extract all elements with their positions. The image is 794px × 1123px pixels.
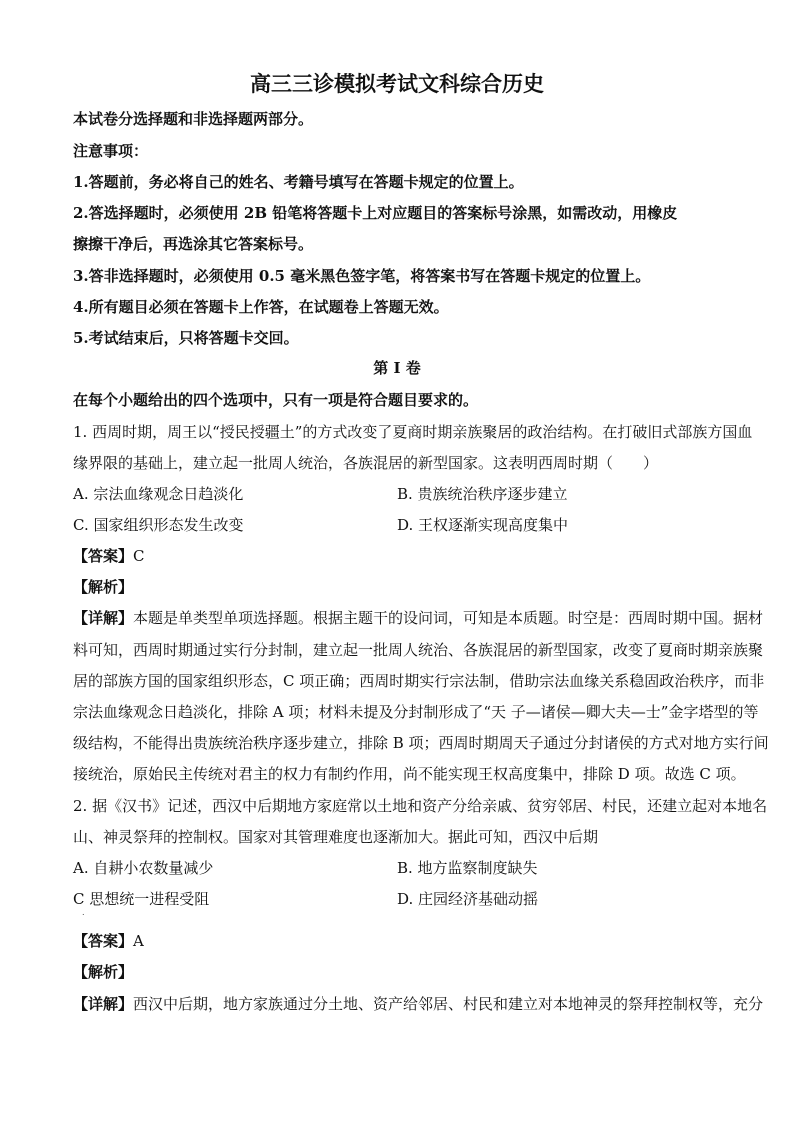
section-title: 第 I 卷	[373, 359, 421, 377]
note-3: 3.答非选择题时，必须使用 0.5 毫米黑色签字笔，将答案书写在答题卡规定的位置上。	[73, 267, 651, 285]
q2-detail-line-1	[73, 993, 763, 1015]
q2-detail-text-1: 西汉中后期，地方家族通过分土地、资产给邻居、村民和建立对本地神灵的祭拜控制权等，充分	[133, 995, 764, 1013]
q1-option-d: D. 王权逐渐实现高度集中	[397, 516, 569, 534]
q2-stem-line-2: 山、神灵祭拜的控制权。国家对其管理难度也逐渐加大。据此可知，西汉中后期	[73, 828, 599, 846]
notes-heading: 注意事项：	[73, 142, 149, 160]
q1-option-a: A. 宗法血缘观念日趋淡化	[73, 485, 244, 503]
section-instruction: 在每个小题给出的四个选项中，只有一项是符合题目要求的。	[73, 391, 479, 409]
note-1: 1.答题前，务必将自己的姓名、考籍号填写在答题卡规定的位置上。	[73, 173, 524, 191]
intro-text: 本试卷分选择题和非选择题两部分。	[73, 110, 314, 128]
q1-detail-text-1: 本题是单类型单项选择题。根据主题干的设问词，可知是本质题。时空是：西周时期中国。据材	[133, 609, 764, 627]
q1-answer	[73, 545, 145, 567]
answer-label: 【答案】	[73, 932, 134, 950]
page-title: 高三三诊模拟考试文科综合历史	[250, 71, 544, 96]
q1-stem-line-2: 缘界限的基础上，建立起一批周人统治，各族混居的新型国家。这表明西周时期（ ）	[73, 454, 659, 472]
note-5: 5.考试结束后，只将答题卡交回。	[73, 329, 299, 347]
q2-stem-line-1: 2. 据《汉书》记述，西汉中后期地方家庭常以土地和资产分给亲戚、贫穷邻居、村民，还建立起对本地名	[73, 797, 768, 815]
stray-dot: .	[82, 908, 85, 917]
q1-option-b: B. 贵族统治秩序逐步建立	[397, 485, 568, 503]
q2-analysis-label: 【解析】	[73, 963, 134, 981]
q1-detail-line-6: 接统治，原始民主传统对君主的权力有制约作用，尚不能实现王权高度集中，排除 D 项。故选 C 项。	[73, 765, 746, 783]
q2-option-c: C 思想统一进程受阻	[73, 890, 210, 908]
q1-stem-line-1: 1. 西周时期，周王以“授民授疆土”的方式改变了夏商时期亲族聚居的政治结构。在打破旧式部族方国血	[73, 423, 753, 441]
q1-detail-line-3: 居的部族方国的国家组织形态，C 项正确；西周时期实行宗法制，借助宗法血缘关系稳固政治秩序，而非	[73, 672, 765, 690]
q2-answer-value: A	[133, 932, 144, 950]
note-4: 4.所有题目必须在答题卡上作答，在试题卷上答题无效。	[73, 298, 449, 316]
note-2: 2.答选择题时，必须使用 2B 铅笔将答题卡上对应题目的答案标号涂黑，如需改动，用橡皮	[73, 204, 678, 222]
note-2-cont: 擦擦干净后，再选涂其它答案标号。	[73, 235, 314, 253]
q1-option-c: C. 国家组织形态发生改变	[73, 516, 244, 534]
answer-label: 【答案】	[73, 547, 134, 565]
q1-detail-line-5: 级结构，不能得出贵族统治秩序逐步建立，排除 B 项；西周时期周天子通过分封诸侯的方式对地方实行间	[73, 734, 769, 752]
q1-detail-line-2: 料可知，西周时期通过实行分封制，建立起一批周人统治、各族混居的新型国家，改变了夏商时期亲族聚	[73, 641, 764, 659]
q1-detail-line-1	[73, 607, 763, 629]
detail-label: 【详解】	[73, 609, 134, 627]
detail-label: 【详解】	[73, 995, 134, 1013]
q1-analysis-label: 【解析】	[73, 578, 134, 596]
q2-option-b: B. 地方监察制度缺失	[397, 859, 538, 877]
q1-answer-value: C	[133, 547, 145, 565]
q2-option-d: D. 庄园经济基础动摇	[397, 890, 539, 908]
q2-answer	[73, 930, 144, 952]
q1-detail-line-4: 宗法血缘观念日趋淡化，排除 A 项；材料未提及分封制形成了“天 子—诸侯—卿大夫—士”金字塔型的等	[73, 703, 759, 721]
q2-option-a: A. 自耕小农数量减少	[73, 859, 214, 877]
